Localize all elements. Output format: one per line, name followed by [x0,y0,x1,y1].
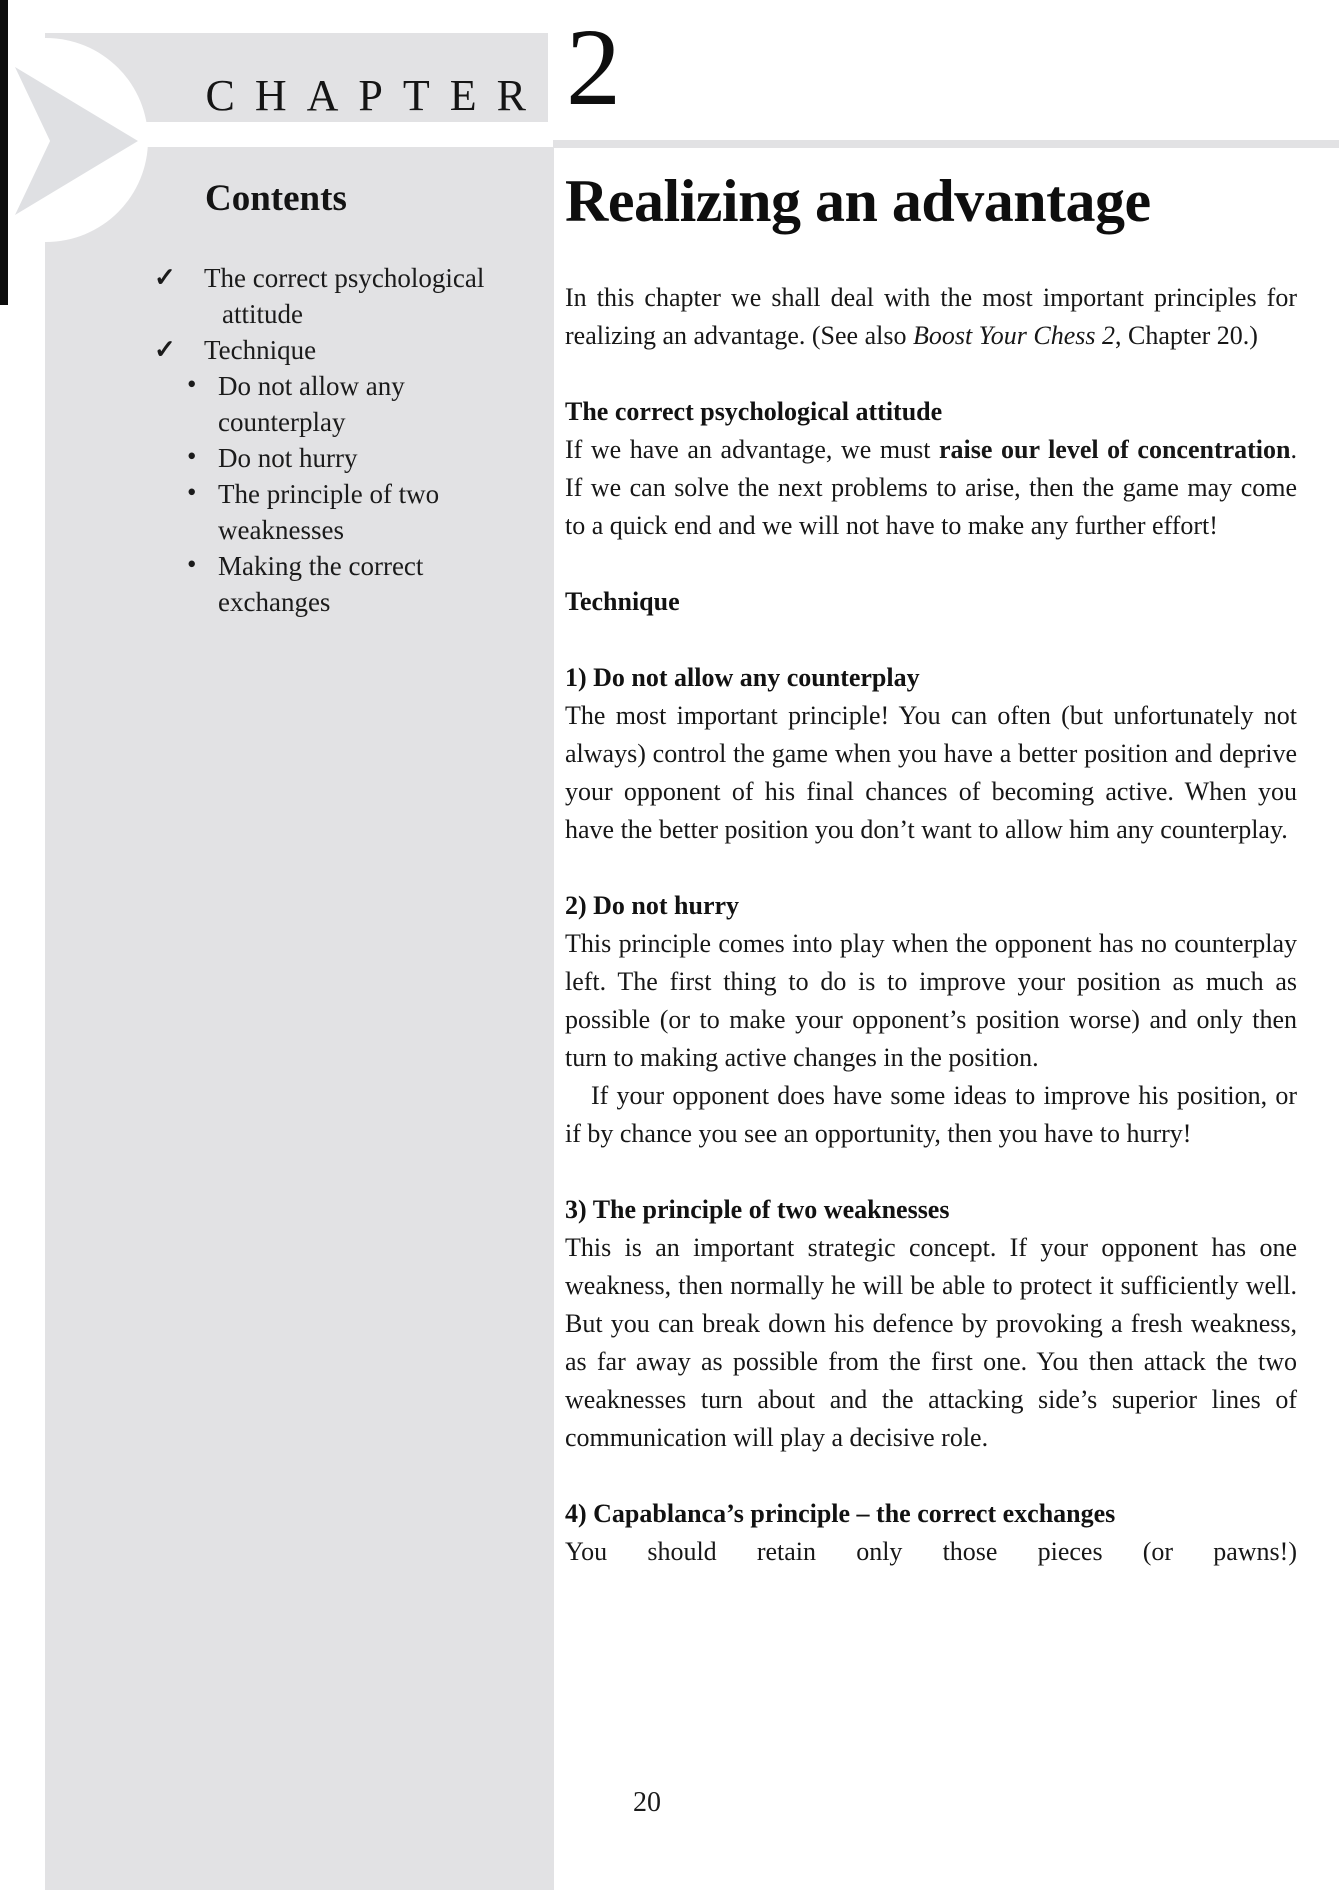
toc-item-label: Technique [204,334,317,365]
checkmark-icon: ✓ [154,262,176,292]
section-heading: Technique [565,587,680,616]
toc-item-label: Do not hurry [218,442,358,473]
toc-item [154,332,512,368]
intro-paragraph [565,279,1297,355]
page-number: 20 [633,1787,661,1818]
section-heading: The correct psychological attitude [565,397,943,426]
header-rule [553,140,1339,148]
contents-panel [45,147,554,1890]
toc-item-label: Making the correct exchanges [218,550,424,617]
main-column [565,170,1297,1571]
checkmark-icon: ✓ [154,334,176,364]
section-paragraph [565,431,1297,545]
contents-heading: Contents [205,178,347,219]
contents-list [45,260,554,620]
toc-subitem [187,476,518,548]
section-heading: 2) Do not hurry [565,891,740,920]
toc-item-label: The principle of two weaknesses [218,478,440,545]
bullet-icon: • [187,476,197,507]
section-heading: 4) Capablanca’s principle – the correct exchanges [565,1499,1116,1528]
emphasis-bold: raise our level of concentration [939,435,1291,464]
text-run: . If we can solve the next problems to arise, then the game may come to a quick end and we will not have to make any further effort! [565,435,1297,540]
toc-item [154,260,512,332]
toc-item-label: Do not allow any counterplay [218,370,405,437]
toc-subitem [187,440,518,476]
section-paragraph: This is an important strategic concept. If your opponent has one weakness, then normally he will be able to protect it sufficiently well. But you can break down his defence by provoking a fresh weakness, as far away as possible from the first one. You then attack the two weaknesses turn about and the attacking side’s superior lines of communication will play a decisive role. [565,1233,1297,1452]
text-run: , Chapter 20.) [1115,321,1258,350]
toc-item-label: The correct psychological attitude [204,262,485,329]
text-run: If we have an advantage, we must [565,435,939,464]
section-heading: 3) The principle of two weaknesses [565,1195,950,1224]
toc-subitem [187,548,518,620]
section-paragraph: You should retain only those pieces (or pawns!) [565,1537,1297,1566]
bullet-icon: • [187,440,197,471]
section-paragraph: The most important principle! You can often (but unfortunately not always) control the game when you have a better position and deprive your opponent of his final chances of becoming active. When you have the better position you don’t want to allow him any counterplay. [565,701,1297,844]
section-heading: 1) Do not allow any counterplay [565,663,920,692]
section-paragraph: This principle comes into play when the opponent has no counterplay left. The first thing to do is to improve your position as much as possible (or to make your opponent’s position worse) and only then turn to making active changes in the position. [565,929,1297,1072]
bullet-icon: • [187,548,197,579]
page-edge-bar [0,0,8,305]
bullet-icon: • [187,368,197,399]
book-reference-italic: Boost Your Chess 2 [912,321,1115,350]
chapter-number: 2 [566,6,621,128]
section-paragraph: If your opponent does have some ideas to improve his position, or if by chance you see an opportunity, then you have to hurry! [565,1081,1297,1148]
toc-subitem [187,368,518,440]
page-title: Realizing an advantage [565,168,1151,234]
text-run: In this chapter we shall deal with the most important principles for realizing an advantage. (See also [565,283,1297,350]
chapter-label: CHAPTER [205,71,546,120]
